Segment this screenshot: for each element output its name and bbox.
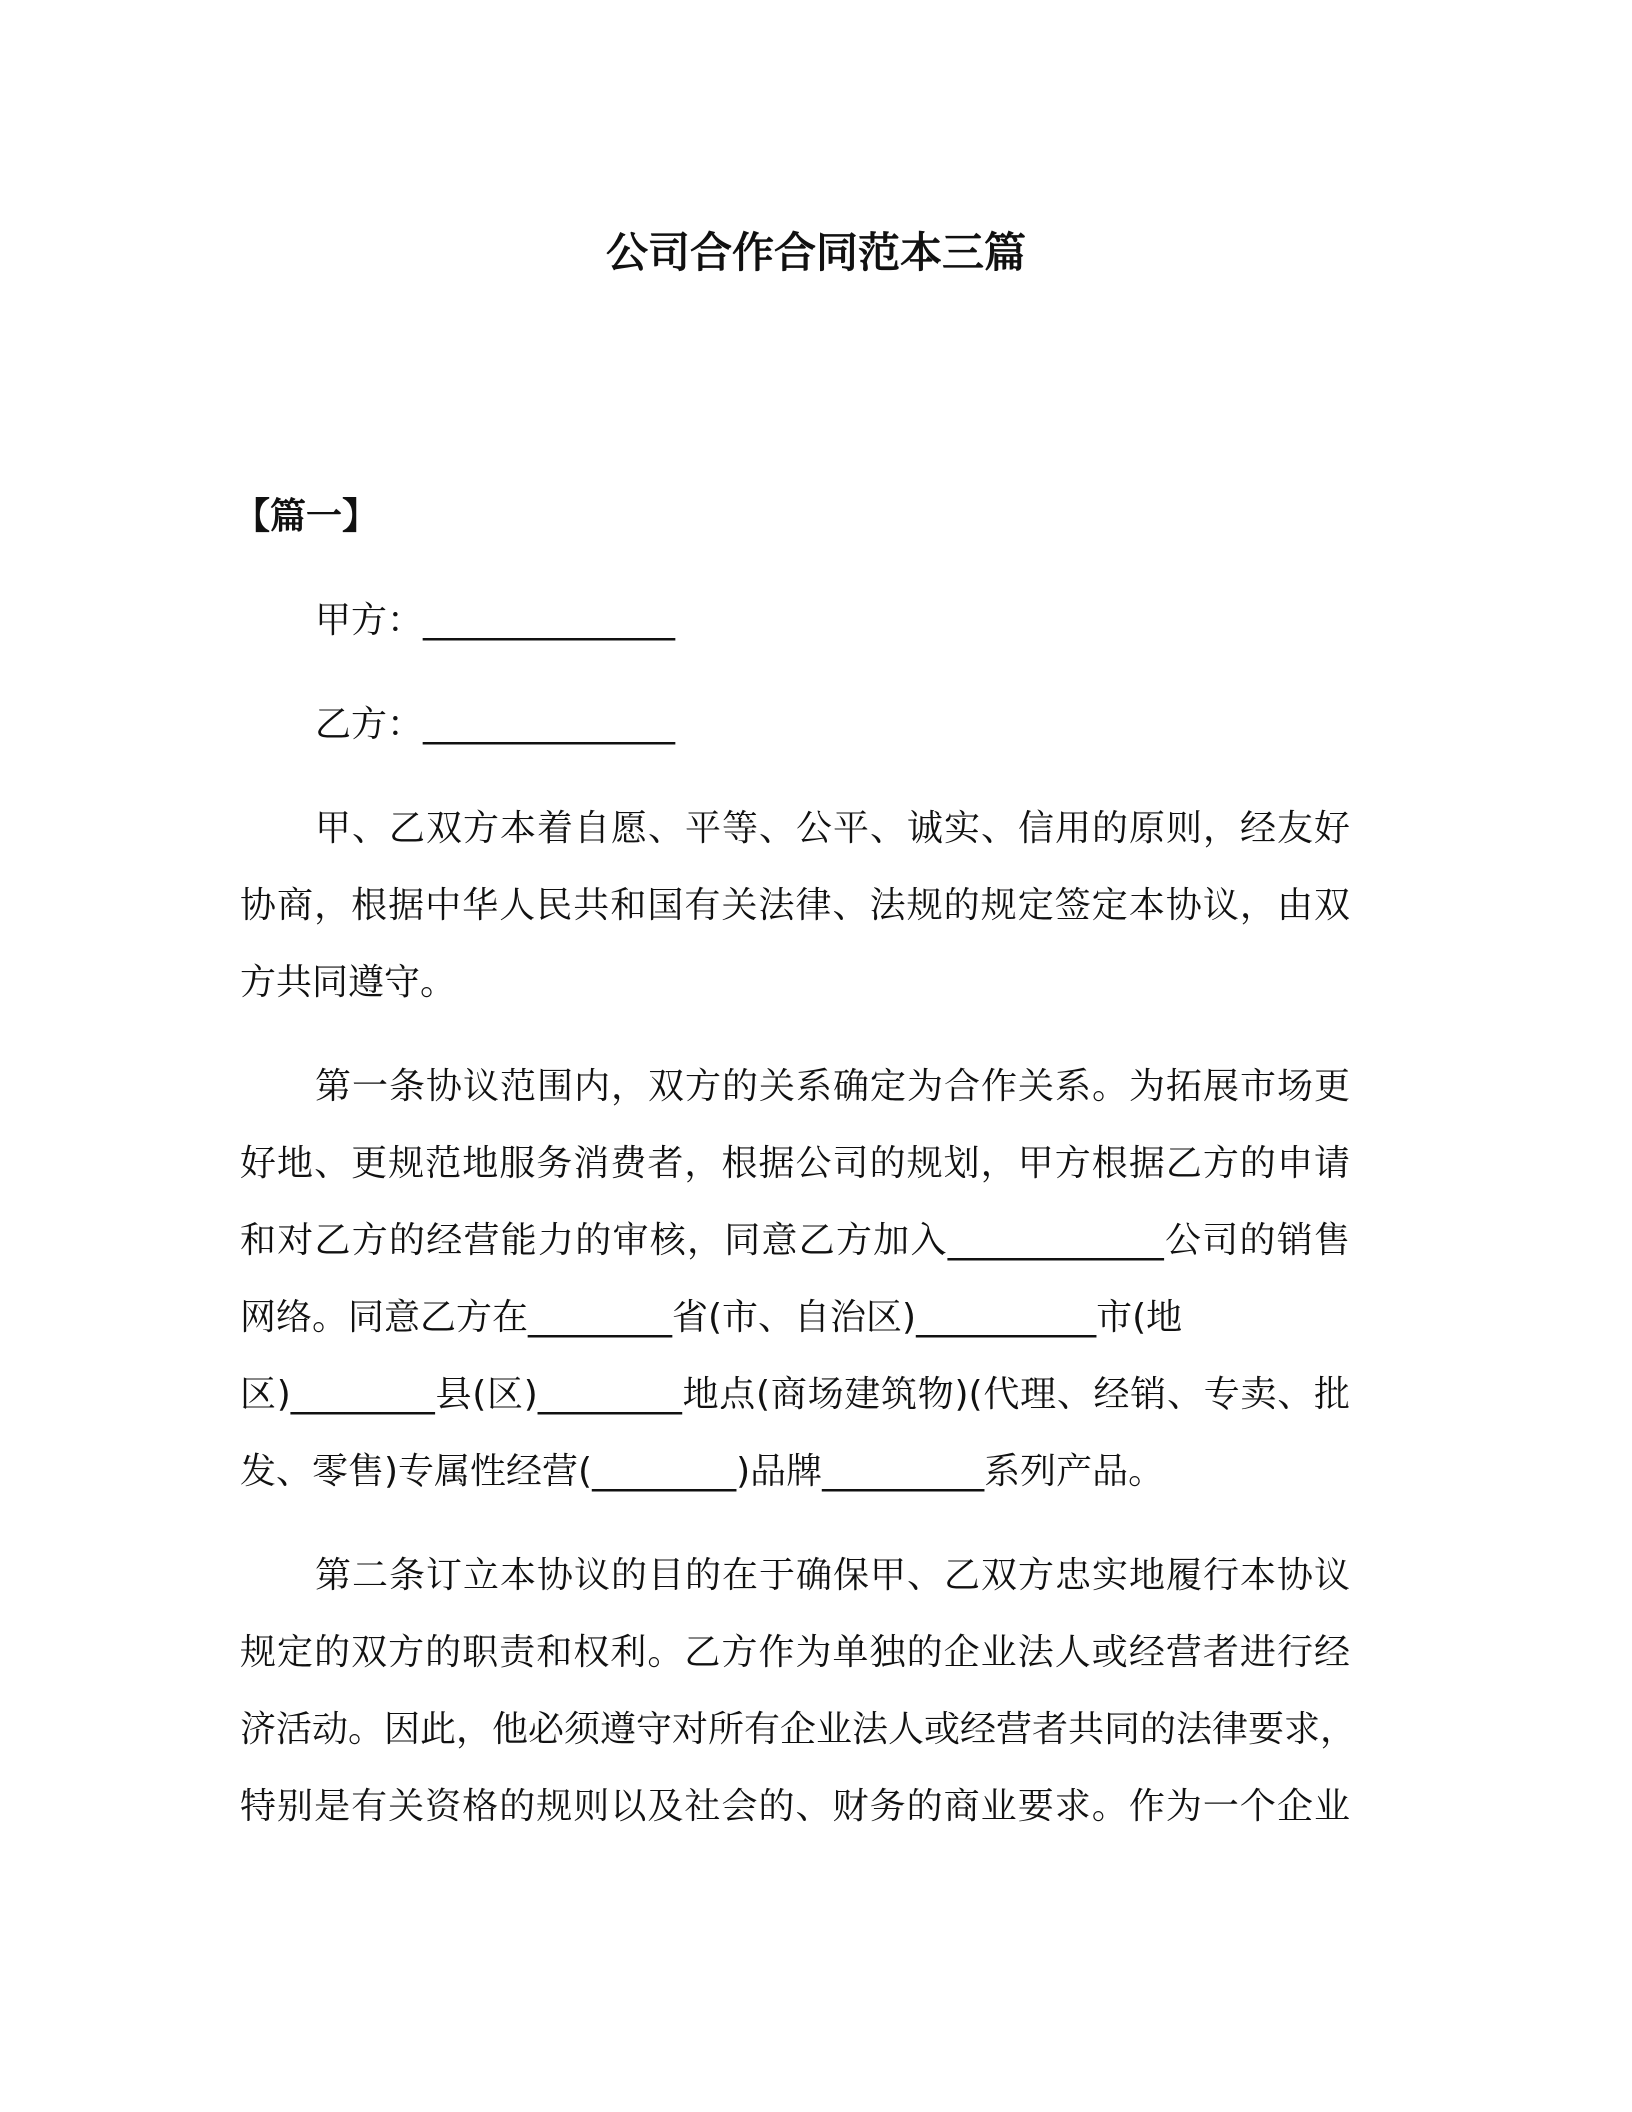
paragraph-article-2 <box>240 1537 1357 1845</box>
party-b-line: 乙方：______________ <box>315 704 676 745</box>
document-title: 公司合作合同范本三篇 <box>605 228 1026 277</box>
paragraph-line: 第二条订立本协议的目的在于确保甲、乙双方忠实地履行本协议 <box>315 1555 1350 1596</box>
section-heading: 【篇一】 <box>234 496 379 537</box>
paragraph-preamble <box>240 790 1350 1021</box>
paragraph-line: 济活动。因此，他必须遵守对所有企业法人或经营者共同的法律要求， <box>240 1709 1357 1750</box>
paragraph-line: 发、零售)专属性经营(________)品牌_________系列产品。 <box>240 1451 1165 1492</box>
paragraph-line: 和对乙方的经营能力的审核，同意乙方加入____________公司的销售 <box>240 1220 1350 1261</box>
paragraph-line: 规定的双方的职责和权利。乙方作为单独的企业法人或经营者进行经 <box>240 1632 1350 1673</box>
paragraph-line: 区)________县(区)________地点(商场建筑物)(代理、经销、专卖、批 <box>240 1374 1350 1415</box>
paragraph-line: 方共同遵守。 <box>240 962 457 1003</box>
paragraph-line: 第一条协议范围内，双方的关系确定为合作关系。为拓展市场更 <box>315 1066 1350 1107</box>
paragraph-article-1 <box>240 1048 1350 1510</box>
paragraph-line: 网络。同意乙方在________省(市、自治区)__________市(地 <box>240 1297 1183 1338</box>
paragraph-line: 协商，根据中华人民共和国有关法律、法规的规定签定本协议，由双 <box>240 885 1350 926</box>
party-a-line: 甲方：______________ <box>315 600 676 641</box>
paragraph-line: 好地、更规范地服务消费者，根据公司的规划，甲方根据乙方的申请 <box>240 1143 1350 1184</box>
paragraph-line: 特别是有关资格的规则以及社会的、财务的商业要求。作为一个企业 <box>240 1786 1350 1827</box>
document-body <box>234 478 1357 1845</box>
paragraph-line: 甲、乙双方本着自愿、平等、公平、诚实、信用的原则，经友好 <box>315 808 1350 849</box>
